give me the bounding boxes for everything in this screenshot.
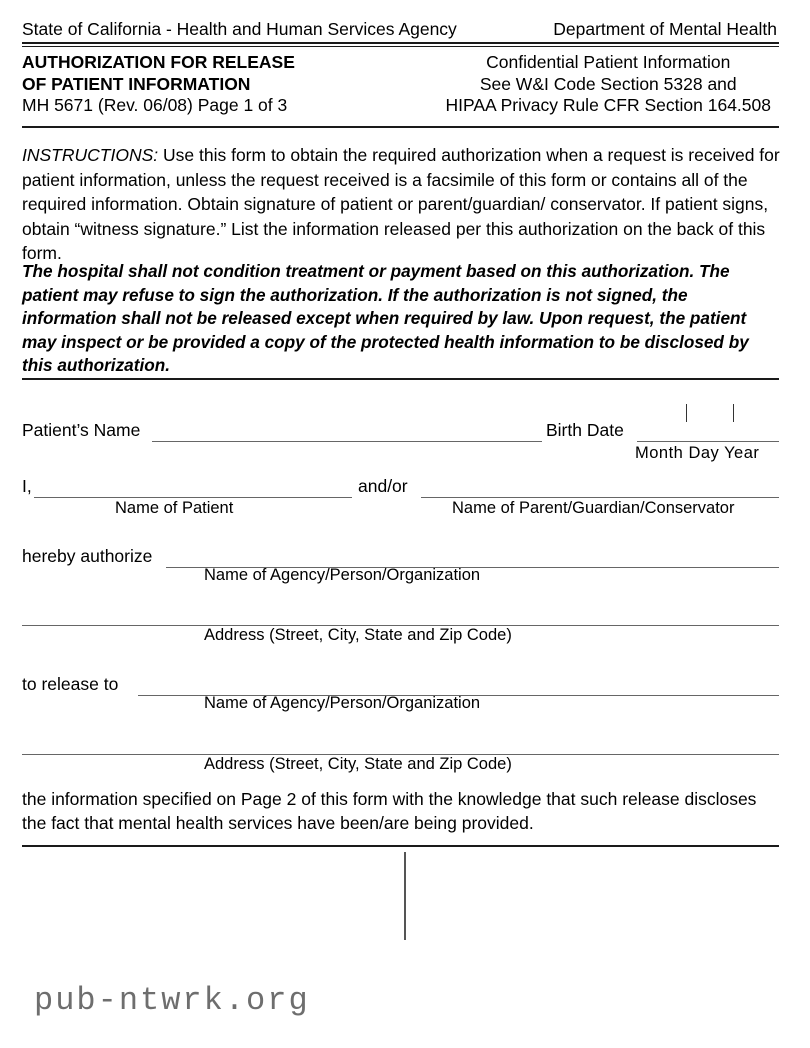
header-department-text: Department of Mental Health xyxy=(553,19,777,39)
authorization-notice-paragraph: The hospital shall not condition treatment or payment based on this authorization. The patient may refuse to sign the authorization. If the authorization is not signed, the information shall not be released except when required by law. Upon request, the patient may inspect or be provided a copy of the protected health information to be disclosed by this authorization. xyxy=(22,261,749,375)
patient-name-input[interactable] xyxy=(152,441,542,442)
rule-under-notice xyxy=(22,378,779,380)
caption-organization-1: Name of Agency/Person/Organization xyxy=(204,566,481,584)
form-id-line: MH 5671 (Rev. 06/08) Page 1 of 3 xyxy=(22,95,288,115)
header-double-rule-top xyxy=(22,42,779,44)
title-right-column xyxy=(445,52,779,117)
caption-organization-2: Name of Agency/Person/Organization xyxy=(204,694,481,712)
rule-bottom-section xyxy=(22,845,779,847)
i-label: I, xyxy=(22,476,32,496)
caption-address-2: Address (Street, City, State and Zip Code) xyxy=(204,755,512,773)
and-or-label: and/or xyxy=(358,476,408,496)
birth-date-parts-caption: Month Day Year xyxy=(635,444,760,462)
page-header xyxy=(22,18,779,40)
watermark-text: pub-ntwrk.org xyxy=(34,982,310,1019)
confidentiality-line-1: Confidential Patient Information xyxy=(486,52,731,72)
instructions-body-text: Use this form to obtain the required authorization when a request is received for patient information, unless the request received is a facsimile of this form or contains all of the required information. Obtain signature of patient or parent/guardian/ conservator. If patient signs, obtain “witness signature.” List the information released per this authorization on the back of this form. xyxy=(22,145,780,263)
instructions-paragraph xyxy=(22,143,782,266)
header-double-rule-bottom xyxy=(22,46,779,47)
instructions-lead-label: INSTRUCTIONS: xyxy=(22,145,159,165)
caption-name-of-patient: Name of Patient xyxy=(115,499,234,517)
closing-paragraph: the information specified on Page 2 of this form with the knowledge that such release discloses the fact that mental health services have been/are being provided. xyxy=(22,789,757,833)
caption-address-1: Address (Street, City, State and Zip Code) xyxy=(204,626,512,644)
title-left-column xyxy=(22,52,295,117)
birth-date-label: Birth Date xyxy=(546,420,624,440)
signature-section-vertical-divider xyxy=(404,852,406,940)
title-block xyxy=(22,52,779,117)
birth-date-separator-icon-1 xyxy=(686,404,687,422)
confidentiality-line-3: HIPAA Privacy Rule CFR Section 164.508 xyxy=(445,95,771,115)
hereby-authorize-label: hereby authorize xyxy=(22,546,153,566)
birth-date-input[interactable] xyxy=(637,441,779,442)
confidentiality-line-2: See W&I Code Section 5328 and xyxy=(479,73,737,94)
rule-under-title xyxy=(22,126,779,128)
header-agency-text: State of California - Health and Human Services Agency xyxy=(22,19,457,39)
form-title-line-2: OF PATIENT INFORMATION xyxy=(22,73,251,94)
form-title-line-1: AUTHORIZATION FOR RELEASE xyxy=(22,52,295,72)
birth-date-separator-icon-2 xyxy=(733,404,734,422)
caption-name-of-guardian: Name of Parent/Guardian/Conservator xyxy=(452,499,735,517)
patient-name-label: Patient’s Name xyxy=(22,420,141,440)
to-release-to-label: to release to xyxy=(22,674,119,694)
